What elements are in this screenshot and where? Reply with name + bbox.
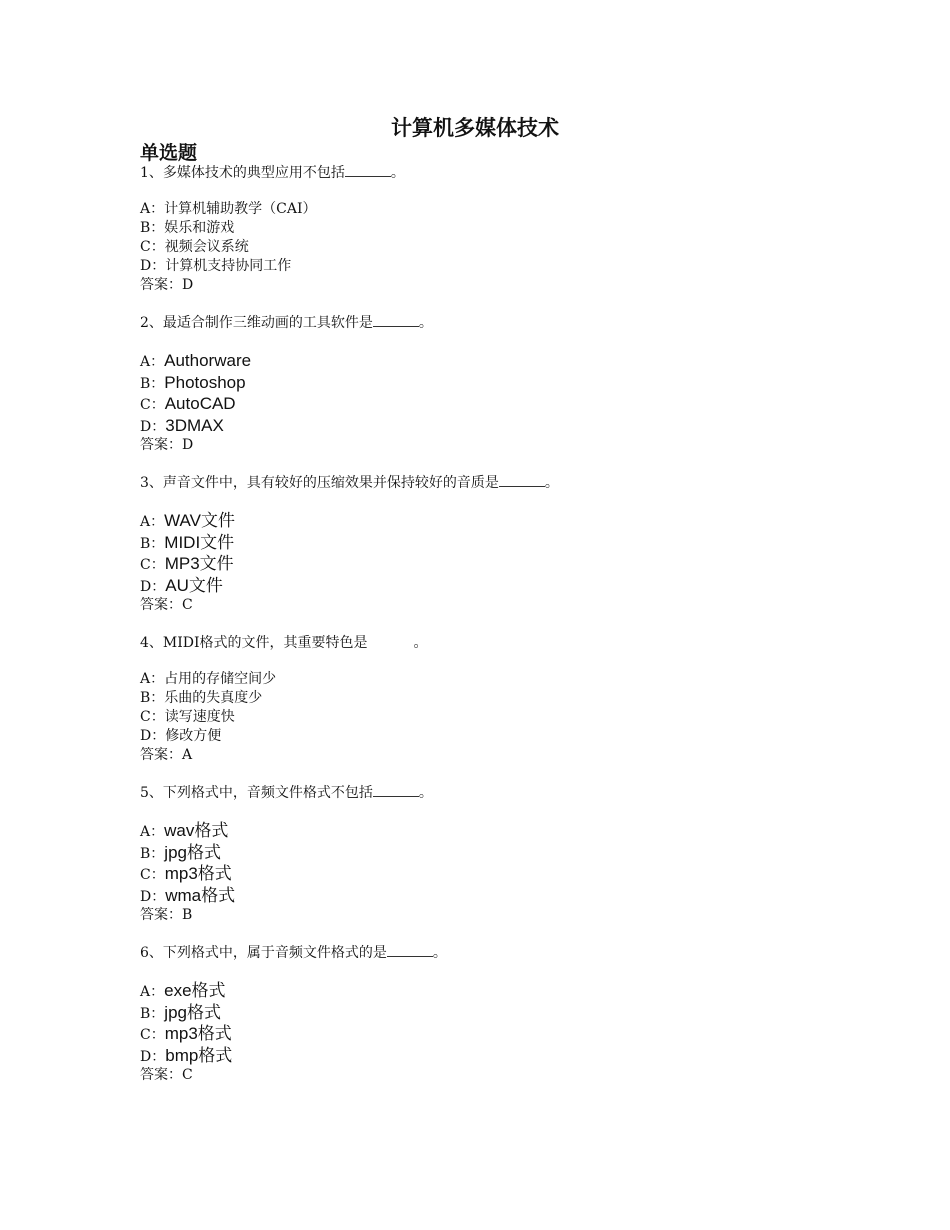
question-end-mark: 。 bbox=[418, 315, 433, 331]
option-text: 计算机辅助教学（CAI） bbox=[164, 201, 317, 217]
option-text: mp3格式 bbox=[164, 1024, 232, 1043]
question-end-mark: 。 bbox=[418, 785, 433, 801]
question-block bbox=[140, 633, 860, 783]
question-block bbox=[140, 163, 860, 313]
option-row bbox=[140, 575, 860, 597]
answer-label: 答案： bbox=[140, 437, 182, 453]
question-end-mark: 。 bbox=[544, 475, 559, 491]
option-row bbox=[140, 1045, 860, 1067]
answer-value: C bbox=[182, 1067, 193, 1083]
answer-line bbox=[140, 276, 860, 295]
option-letter: A： bbox=[140, 984, 165, 1000]
answer-label: 答案： bbox=[140, 1067, 182, 1083]
document-title: 计算机多媒体技术 bbox=[391, 116, 559, 140]
question-text bbox=[140, 783, 860, 803]
option-letter: C： bbox=[140, 397, 165, 413]
option-row bbox=[140, 510, 860, 532]
option-text: wav格式 bbox=[164, 821, 229, 840]
option-row bbox=[140, 863, 860, 885]
option-letter: B： bbox=[140, 375, 165, 392]
question-block bbox=[140, 783, 860, 943]
answer-line bbox=[140, 1066, 860, 1085]
answer-line bbox=[140, 906, 860, 925]
option-text: 视频会议系统 bbox=[164, 239, 249, 255]
option-row bbox=[140, 393, 860, 415]
option-text: 乐曲的失真度少 bbox=[164, 690, 263, 706]
option-text: jpg格式 bbox=[164, 842, 221, 862]
answer-value: D bbox=[182, 437, 194, 453]
option-text: 读写速度快 bbox=[164, 709, 235, 725]
option-letter: B： bbox=[140, 690, 165, 706]
question-text bbox=[140, 313, 860, 333]
option-text: 占用的存储空间少 bbox=[164, 671, 277, 687]
option-letter: B： bbox=[140, 1005, 165, 1022]
option-letter: C： bbox=[140, 867, 165, 883]
option-letter: B： bbox=[140, 535, 165, 552]
option-row bbox=[140, 553, 860, 575]
answer-line bbox=[140, 746, 860, 765]
option-row bbox=[140, 219, 860, 238]
option-letter: D： bbox=[140, 728, 166, 744]
option-letter: C： bbox=[140, 239, 165, 255]
answer-blank bbox=[368, 634, 414, 647]
question-stem: 2、最适合制作三维动画的工具软件是 bbox=[140, 315, 373, 331]
answer-blank bbox=[345, 164, 391, 177]
question-block bbox=[140, 473, 860, 633]
option-text: Authorware bbox=[164, 351, 252, 370]
option-text: 3DMAX bbox=[165, 415, 224, 435]
option-row bbox=[140, 257, 860, 276]
option-row bbox=[140, 238, 860, 257]
question-text bbox=[140, 163, 860, 183]
option-row bbox=[140, 532, 860, 554]
question-stem: 3、声音文件中，具有较好的压缩效果并保持较好的音质是 bbox=[140, 475, 499, 491]
answer-blank bbox=[373, 784, 419, 797]
answer-label: 答案： bbox=[140, 597, 182, 613]
option-row bbox=[140, 820, 860, 842]
question-stem: 1、多媒体技术的典型应用不包括 bbox=[140, 165, 345, 181]
option-text: Photoshop bbox=[164, 372, 246, 392]
option-text: wma格式 bbox=[165, 885, 236, 905]
answer-blank bbox=[373, 314, 419, 327]
question-block bbox=[140, 943, 860, 1085]
option-row bbox=[140, 372, 860, 394]
answer-blank bbox=[499, 474, 545, 487]
option-text: MIDI文件 bbox=[164, 532, 235, 552]
option-letter: B： bbox=[140, 845, 165, 862]
question-text bbox=[140, 473, 860, 493]
answer-line bbox=[140, 596, 860, 615]
section-heading: 单选题 bbox=[140, 142, 198, 164]
option-letter: C： bbox=[140, 709, 165, 725]
option-letter: A： bbox=[140, 201, 165, 217]
option-row bbox=[140, 415, 860, 437]
option-row bbox=[140, 727, 860, 746]
question-stem: 5、下列格式中，音频文件格式不包括 bbox=[140, 785, 373, 801]
option-row bbox=[140, 842, 860, 864]
option-row bbox=[140, 1023, 860, 1045]
option-text: WAV文件 bbox=[164, 511, 235, 530]
answer-blank bbox=[387, 944, 433, 957]
question-block bbox=[140, 313, 860, 473]
option-text: MP3文件 bbox=[164, 554, 234, 573]
option-text: 计算机支持协同工作 bbox=[165, 258, 292, 274]
question-end-mark: 。 bbox=[432, 945, 447, 961]
option-text: 娱乐和游戏 bbox=[164, 220, 235, 236]
answer-value: C bbox=[182, 597, 193, 613]
answer-line bbox=[140, 436, 860, 455]
option-letter: A： bbox=[140, 514, 165, 530]
option-row bbox=[140, 670, 860, 689]
option-letter: B： bbox=[140, 220, 165, 236]
answer-value: D bbox=[182, 277, 194, 293]
option-text: AU文件 bbox=[165, 575, 223, 595]
question-stem: 4、MIDI格式的文件，其重要特色是 bbox=[140, 635, 368, 651]
option-letter: D： bbox=[140, 1048, 166, 1065]
option-row bbox=[140, 200, 860, 219]
option-text: 修改方便 bbox=[165, 728, 222, 744]
question-text bbox=[140, 633, 860, 653]
option-text: exe格式 bbox=[164, 981, 226, 1000]
question-end-mark: 。 bbox=[413, 635, 428, 651]
option-text: AutoCAD bbox=[164, 394, 236, 413]
option-letter: A： bbox=[140, 354, 165, 370]
option-letter: D： bbox=[140, 888, 166, 905]
option-text: jpg格式 bbox=[164, 1002, 221, 1022]
answer-label: 答案： bbox=[140, 907, 182, 923]
option-row bbox=[140, 980, 860, 1002]
option-letter: A： bbox=[140, 824, 165, 840]
question-end-mark: 。 bbox=[390, 165, 405, 181]
option-letter: D： bbox=[140, 258, 166, 274]
option-row bbox=[140, 885, 860, 907]
option-row bbox=[140, 350, 860, 372]
option-row bbox=[140, 689, 860, 708]
question-stem: 6、下列格式中，属于音频文件格式的是 bbox=[140, 945, 387, 961]
option-text: mp3格式 bbox=[164, 864, 232, 883]
answer-label: 答案： bbox=[140, 747, 182, 763]
option-text: bmp格式 bbox=[165, 1045, 233, 1065]
question-list bbox=[140, 163, 860, 1085]
option-letter: D： bbox=[140, 578, 166, 595]
answer-value: A bbox=[182, 747, 193, 763]
option-letter: A： bbox=[140, 671, 165, 687]
answer-value: B bbox=[182, 907, 193, 923]
option-letter: C： bbox=[140, 1027, 165, 1043]
option-row bbox=[140, 708, 860, 727]
option-letter: C： bbox=[140, 557, 165, 573]
option-row bbox=[140, 1002, 860, 1024]
question-text bbox=[140, 943, 860, 963]
answer-label: 答案： bbox=[140, 277, 182, 293]
option-letter: D： bbox=[140, 418, 166, 435]
